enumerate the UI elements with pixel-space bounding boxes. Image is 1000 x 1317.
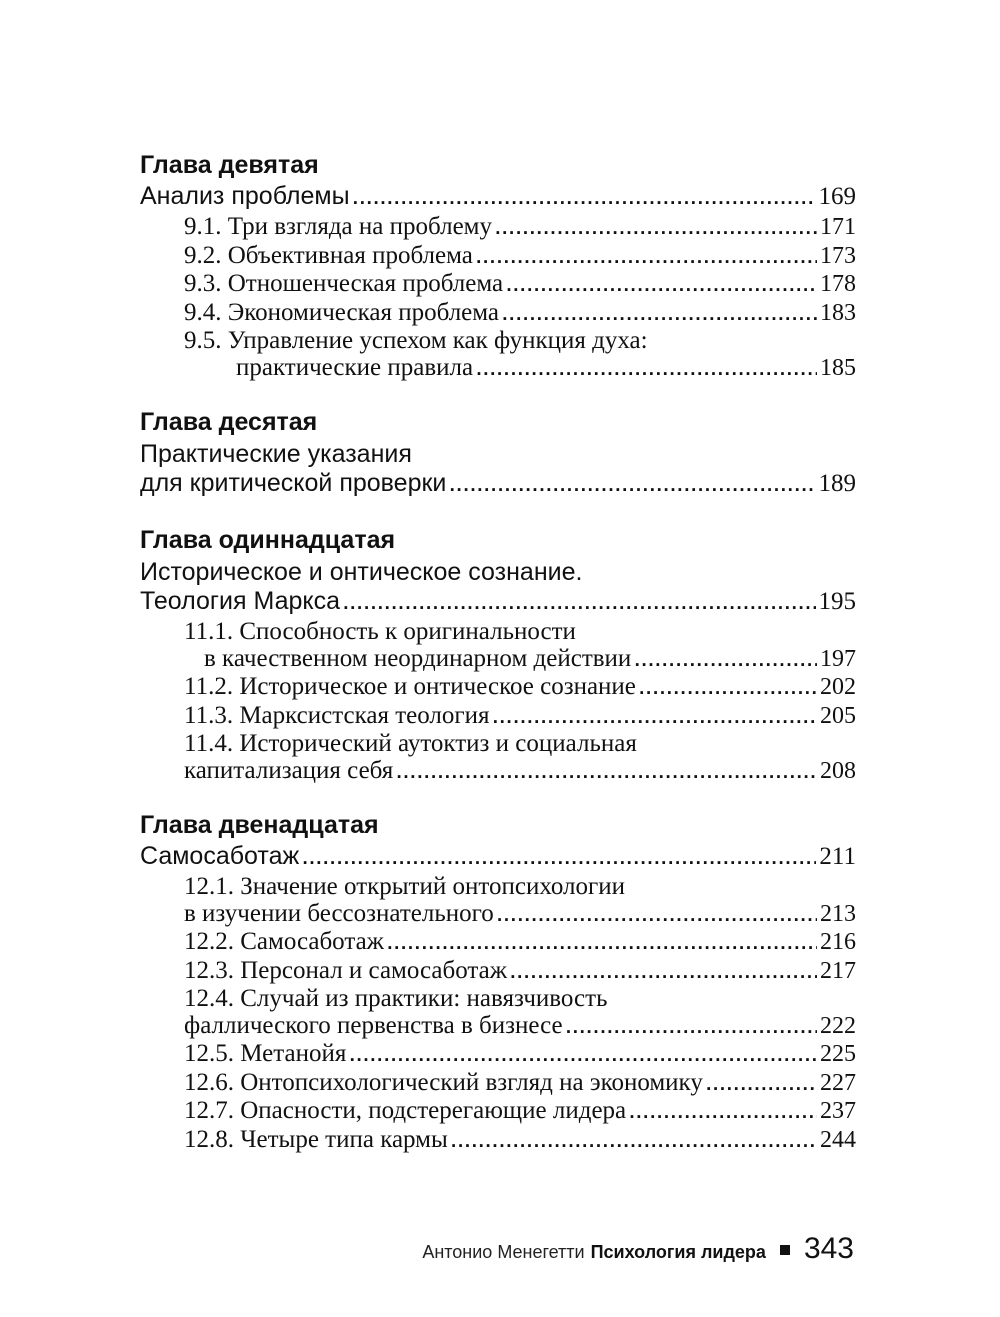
section-title: Четыре типа кармы bbox=[240, 1125, 448, 1153]
toc-section-12-3[interactable] bbox=[140, 958, 856, 987]
leader-dots bbox=[502, 302, 817, 329]
page-number: 213 bbox=[820, 900, 856, 927]
section-title: Онтопсихологический взгляд на экономику bbox=[240, 1068, 703, 1096]
chapter-title-entry[interactable] bbox=[140, 587, 856, 619]
toc-section-11-4-line1[interactable] bbox=[140, 731, 856, 758]
section-number: 9.1. bbox=[184, 213, 222, 240]
toc-section-11-1[interactable] bbox=[140, 646, 856, 675]
section-title: Метанойя bbox=[240, 1040, 347, 1067]
chapter-title-entry[interactable] bbox=[140, 842, 856, 874]
chapter-title: Историческое и онтическое сознание. bbox=[140, 558, 583, 586]
section-title: Опасности, подстерегающие лидера bbox=[240, 1097, 627, 1124]
chapter-title-entry[interactable] bbox=[140, 182, 856, 214]
chapter-9 bbox=[140, 148, 856, 383]
leader-dots bbox=[396, 760, 817, 787]
page-number: 189 bbox=[818, 470, 856, 497]
section-title: Три взгляда на проблему bbox=[227, 213, 492, 240]
toc-section-12-8[interactable] bbox=[140, 1127, 856, 1156]
page-number: 217 bbox=[820, 957, 856, 984]
leader-dots bbox=[343, 590, 816, 619]
toc-section-11-3[interactable] bbox=[140, 703, 856, 732]
chapter-10 bbox=[140, 405, 856, 501]
section-title: Персонал и самосаботаж bbox=[240, 956, 507, 984]
section-number: 12.3. bbox=[184, 956, 234, 984]
section-number: 11.2. bbox=[184, 673, 234, 700]
section-title: Исторический аутоктиз и социальная bbox=[239, 730, 637, 757]
section-number: 9.2. bbox=[184, 241, 222, 269]
toc-section-9-5-line1[interactable] bbox=[140, 328, 856, 355]
leader-dots bbox=[302, 845, 816, 874]
leader-dots bbox=[510, 960, 817, 987]
page-number: 208 bbox=[820, 757, 856, 784]
chapter-heading: Глава двенадцатая bbox=[140, 811, 379, 839]
toc-section-12-6[interactable] bbox=[140, 1070, 856, 1099]
leader-dots bbox=[476, 245, 817, 272]
page-number: 185 bbox=[820, 354, 856, 381]
page-number: 169 bbox=[818, 183, 856, 210]
page-number: 222 bbox=[820, 1012, 856, 1039]
leader-dots bbox=[449, 472, 815, 501]
chapter-heading: Глава десятая bbox=[140, 408, 318, 436]
page-number: 227 bbox=[820, 1069, 856, 1096]
toc-section-9-3[interactable] bbox=[140, 271, 856, 300]
section-title-continued: практические правила bbox=[236, 353, 474, 381]
toc-section-9-2[interactable] bbox=[140, 243, 856, 272]
leader-dots bbox=[476, 357, 817, 384]
leader-dots bbox=[706, 1072, 817, 1099]
chapter-title: Практические указания bbox=[140, 440, 412, 468]
page-number: 244 bbox=[820, 1126, 856, 1153]
section-title: Способность к оригинальности bbox=[239, 618, 576, 645]
footer-author: Антонио Менегетти bbox=[422, 1242, 585, 1262]
chapter-heading: Глава девятая bbox=[140, 151, 319, 179]
toc-section-12-7[interactable] bbox=[140, 1098, 856, 1127]
toc-section-12-5[interactable] bbox=[140, 1041, 856, 1070]
section-number: 11.4. bbox=[184, 730, 234, 757]
leader-dots bbox=[451, 1129, 817, 1156]
section-title: Экономическая проблема bbox=[227, 298, 500, 326]
section-title-continued: в изучении бессознательного bbox=[184, 899, 494, 927]
page-number: 216 bbox=[820, 929, 856, 955]
toc-section-11-1-line1[interactable] bbox=[140, 619, 856, 646]
section-title: Самосаботаж bbox=[240, 928, 384, 955]
toc-section-12-1-line1[interactable] bbox=[140, 874, 856, 901]
toc-section-11-4[interactable] bbox=[140, 758, 856, 787]
page-number: 173 bbox=[820, 242, 856, 269]
leader-dots bbox=[493, 705, 818, 732]
section-title: Историческое и онтическое сознание bbox=[239, 673, 636, 700]
chapter-title-continued: для критической проверки bbox=[140, 469, 447, 497]
leader-dots bbox=[353, 185, 816, 214]
leader-dots bbox=[634, 648, 817, 675]
section-number: 12.7. bbox=[184, 1097, 234, 1124]
page-number: 205 bbox=[820, 702, 856, 729]
page-number: 171 bbox=[820, 214, 856, 240]
section-number: 11.3. bbox=[184, 701, 234, 729]
section-number: 12.2. bbox=[184, 928, 234, 955]
toc-section-9-5[interactable] bbox=[140, 355, 856, 384]
chapter-11 bbox=[140, 523, 856, 786]
section-number: 9.4. bbox=[184, 298, 222, 326]
section-title: Значение открытий онтопсихологии bbox=[240, 873, 626, 900]
leader-dots bbox=[629, 1100, 817, 1127]
toc-section-12-4-line1[interactable] bbox=[140, 986, 856, 1013]
section-number: 12.6. bbox=[184, 1068, 234, 1096]
page-number: 225 bbox=[820, 1041, 856, 1067]
section-number: 12.1. bbox=[184, 873, 234, 900]
section-title: Марксистская теология bbox=[239, 701, 490, 729]
section-title: Управление успехом как функция духа: bbox=[227, 327, 648, 354]
chapter-12 bbox=[140, 808, 856, 1155]
page-number: 211 bbox=[819, 843, 856, 870]
section-title: Отношенческая проблема bbox=[227, 270, 504, 297]
leader-dots bbox=[387, 931, 817, 958]
toc-section-12-1[interactable] bbox=[140, 901, 856, 930]
toc-section-12-2[interactable] bbox=[140, 929, 856, 958]
page-number: 178 bbox=[820, 271, 856, 297]
section-number: 11.1. bbox=[184, 618, 234, 645]
chapter-title: Самосаботаж bbox=[140, 842, 300, 870]
section-title-continued: фаллического первенства в бизнесе bbox=[184, 1011, 563, 1039]
square-bullet-icon bbox=[780, 1245, 790, 1255]
section-number: 12.4. bbox=[184, 985, 234, 1012]
page-number: 195 bbox=[818, 588, 856, 615]
toc-section-9-1[interactable] bbox=[140, 214, 856, 243]
chapter-heading: Глава одиннадцатая bbox=[140, 526, 396, 554]
footer-page-number: 343 bbox=[803, 1232, 854, 1265]
page-number: 183 bbox=[820, 299, 856, 326]
section-title: Случай из практики: навязчивость bbox=[240, 985, 608, 1012]
page-number: 202 bbox=[820, 674, 856, 700]
section-number: 9.3. bbox=[184, 270, 222, 297]
page-number: 237 bbox=[820, 1098, 856, 1124]
footer-book-title: Психология лидера bbox=[590, 1242, 766, 1262]
section-title: Объективная проблема bbox=[227, 241, 473, 269]
section-number: 9.5. bbox=[184, 327, 222, 354]
chapter-title: Анализ проблемы bbox=[140, 182, 350, 210]
page-footer bbox=[422, 1232, 854, 1266]
table-of-contents bbox=[140, 148, 856, 1177]
section-title-continued: капитализация себя bbox=[184, 756, 394, 784]
leader-dots bbox=[506, 273, 817, 300]
leader-dots bbox=[495, 216, 817, 243]
toc-section-12-4[interactable] bbox=[140, 1013, 856, 1042]
section-number: 12.5. bbox=[184, 1040, 234, 1067]
section-number: 12.8. bbox=[184, 1125, 234, 1153]
leader-dots bbox=[497, 903, 817, 930]
page-number: 197 bbox=[820, 645, 856, 672]
leader-dots bbox=[639, 676, 817, 703]
leader-dots bbox=[349, 1043, 817, 1070]
toc-section-11-2[interactable] bbox=[140, 674, 856, 703]
chapter-title-entry[interactable] bbox=[140, 469, 856, 501]
toc-section-9-4[interactable] bbox=[140, 300, 856, 329]
section-title-continued: в качественном неординарном действии bbox=[204, 644, 632, 672]
chapter-title-continued: Теология Маркса bbox=[140, 587, 340, 615]
leader-dots bbox=[566, 1015, 817, 1042]
